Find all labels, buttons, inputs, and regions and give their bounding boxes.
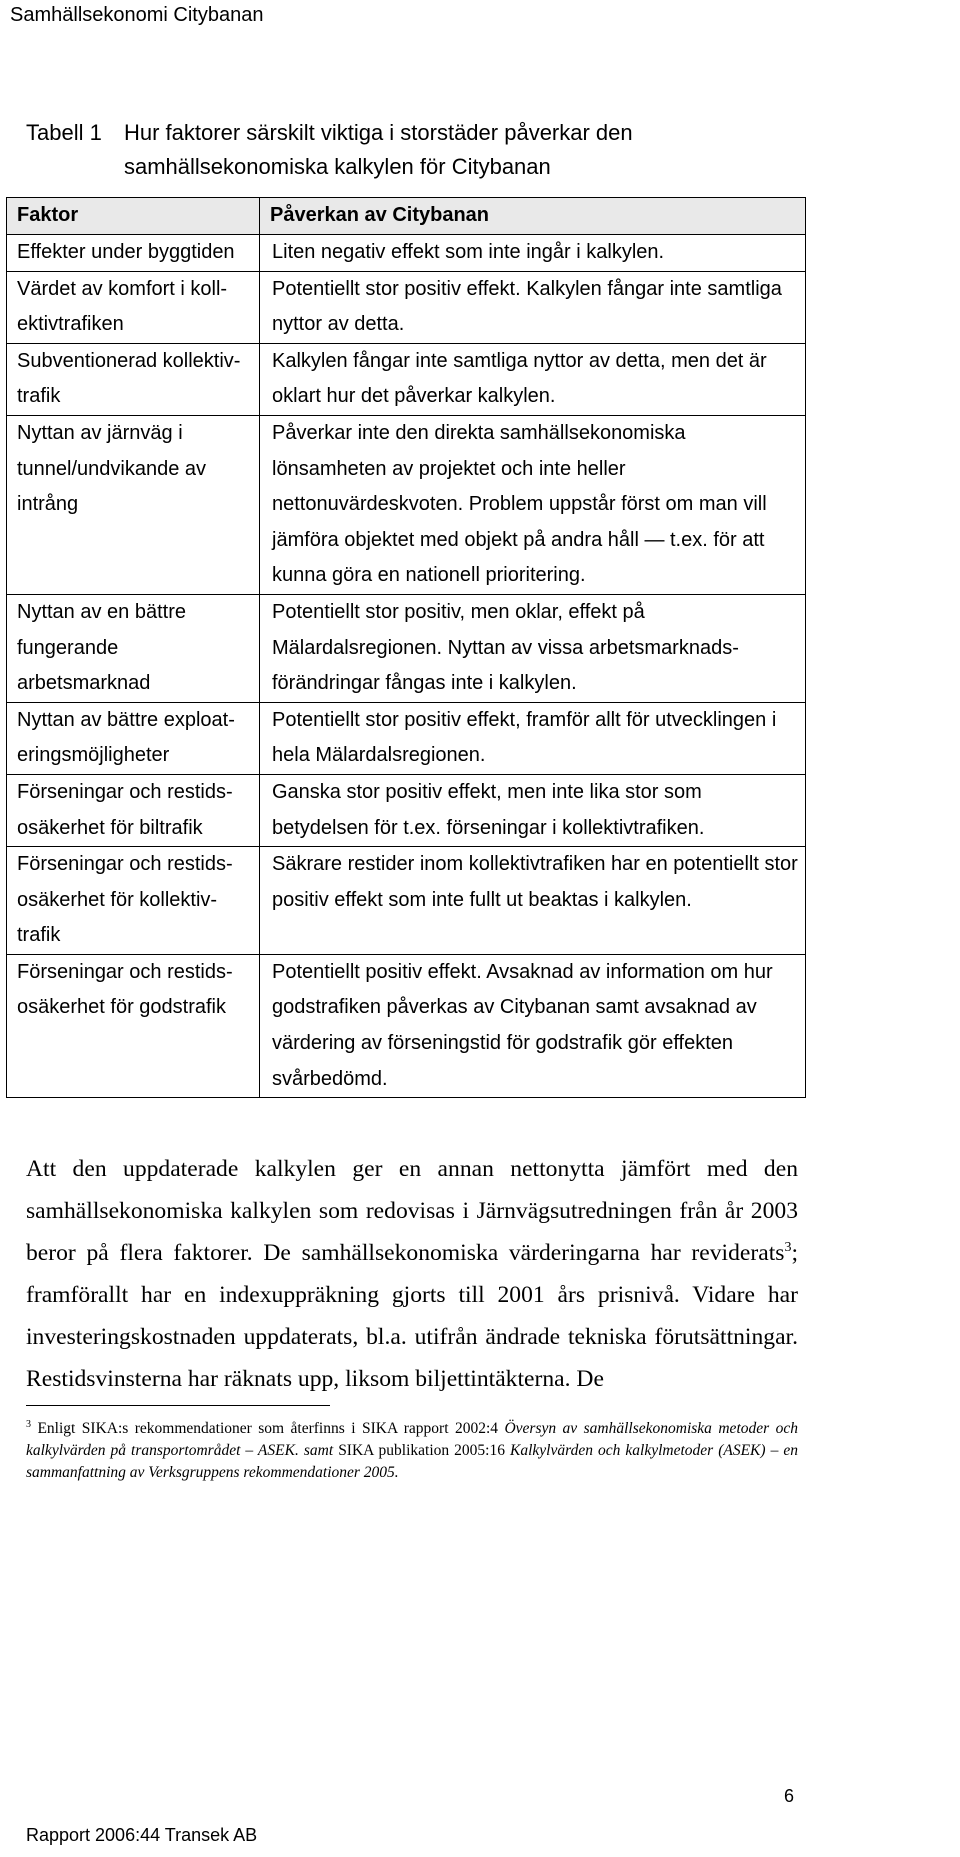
factor-cell: Förseningar och restids-osäkerhet för kollektiv-trafik bbox=[7, 847, 260, 955]
footnote-italic-2: Kalkylvärden och kalkylmetoder (ASEK) – en sammanfattning av Verksgruppens rekommendationer 2005. bbox=[26, 1442, 798, 1481]
impact-cell: Påverkar inte den direkta samhällsekonomiska lönsamheten av projektet och inte heller nettonuvärdeskvoten. Problem uppstår först om man vill jämföra objektet med objekt på andra håll — t.ex. för att kunna göra en nationell prioritering. bbox=[260, 415, 806, 594]
page-number: 6 bbox=[784, 1786, 795, 1806]
impact-cell: Säkrare restider inom kollektivtrafiken har en potentiellt stor positiv effekt som inte fullt ut beaktas i kalkylen. bbox=[260, 847, 806, 955]
table-row bbox=[7, 415, 806, 594]
factor-cell: Nyttan av bättre exploat-eringsmöjligheter bbox=[7, 702, 260, 774]
factors-table bbox=[6, 197, 806, 1098]
factor-cell: Förseningar och restids-osäkerhet för godstrafik bbox=[7, 954, 260, 1097]
footnote-text-1: Enligt SIKA:s rekommendationer som återfinns i SIKA rapport 2002:4 bbox=[31, 1420, 505, 1437]
table-row bbox=[7, 271, 806, 343]
table-row bbox=[7, 343, 806, 415]
factor-cell: Effekter under byggtiden bbox=[7, 235, 260, 272]
factor-cell: Förseningar och restids-osäkerhet för biltrafik bbox=[7, 774, 260, 846]
table-row bbox=[7, 774, 806, 846]
impact-cell: Potentiellt stor positiv effekt, framför allt för utvecklingen i hela Mälardalsregionen. bbox=[260, 702, 806, 774]
table-row bbox=[7, 594, 806, 702]
table-row bbox=[7, 847, 806, 955]
footnote-text-2: SIKA publikation 2005:16 bbox=[333, 1442, 511, 1459]
factor-cell: Värdet av komfort i koll-ektivtrafiken bbox=[7, 271, 260, 343]
factor-cell: Nyttan av en bättre fungerande arbetsmarknad bbox=[7, 594, 260, 702]
impact-cell: Potentiellt stor positiv effekt. Kalkylen fångar inte samtliga nyttor av detta. bbox=[260, 271, 806, 343]
footnote-reference: 3 bbox=[784, 1240, 792, 1256]
table-caption-label: Tabell 1 bbox=[26, 120, 102, 145]
table-caption bbox=[26, 116, 724, 184]
factor-cell: Nyttan av järnväg i tunnel/undvikande av intrång bbox=[7, 415, 260, 594]
footnote-number: 3 bbox=[26, 1418, 31, 1430]
table-row bbox=[7, 954, 806, 1097]
report-footer: Rapport 2006:44 Transek AB bbox=[26, 1825, 258, 1845]
table-row bbox=[7, 235, 806, 272]
impact-cell: Liten negativ effekt som inte ingår i kalkylen. bbox=[260, 235, 806, 272]
footnote-divider bbox=[26, 1405, 330, 1406]
table-caption-text: Hur faktorer särskilt viktiga i storstäder påverkar den samhällsekonomiska kalkylen för Citybanan bbox=[124, 120, 633, 179]
table-header-row bbox=[7, 198, 806, 235]
body-text-part-2: ; framförallt har en indexuppräkning gjorts till 2001 års prisnivå. Vidare har investeringskostnaden uppdaterats, bl.a. utifrån ändrade tekniska förutsättningar. Restidsvinsterna har räknats upp, liksom biljettintäkterna. De bbox=[26, 1240, 798, 1392]
body-text-part-1: Att den uppdaterade kalkylen ger en annan nettonytta jämfört med den samhällsekonomiska kalkylen som redovisas i Järnvägsutredningen från år 2003 beror på flera faktorer. De samhällsekonomiska värderingarna har reviderats bbox=[26, 1156, 798, 1266]
footnote bbox=[26, 1418, 798, 1484]
running-header: Samhällsekonomi Citybanan bbox=[10, 4, 264, 26]
impact-cell: Kalkylen fångar inte samtliga nyttor av detta, men det är oklart hur det påverkar kalkylen. bbox=[260, 343, 806, 415]
impact-cell: Potentiellt positiv effekt. Avsaknad av information om hur godstrafiken påverkas av Citybanan samt avsaknad av värdering av förseningstid för godstrafik gör effekten svårbedömd. bbox=[260, 954, 806, 1097]
column-header-factor: Faktor bbox=[7, 198, 260, 235]
column-header-impact: Påverkan av Citybanan bbox=[260, 198, 806, 235]
factor-cell: Subventionerad kollektiv-trafik bbox=[7, 343, 260, 415]
impact-cell: Potentiellt stor positiv, men oklar, effekt på Mälardalsregionen. Nyttan av vissa arbetsmarknads-förändringar fångas inte i kalkylen. bbox=[260, 594, 806, 702]
table-row bbox=[7, 702, 806, 774]
body-paragraph bbox=[26, 1148, 798, 1400]
impact-cell: Ganska stor positiv effekt, men inte lika stor som betydelsen för t.ex. förseningar i kollektivtrafiken. bbox=[260, 774, 806, 846]
footnote-italic-1: Översyn av samhällsekonomiska metoder och kalkylvärden på transportområdet – ASEK. samt bbox=[26, 1420, 798, 1459]
